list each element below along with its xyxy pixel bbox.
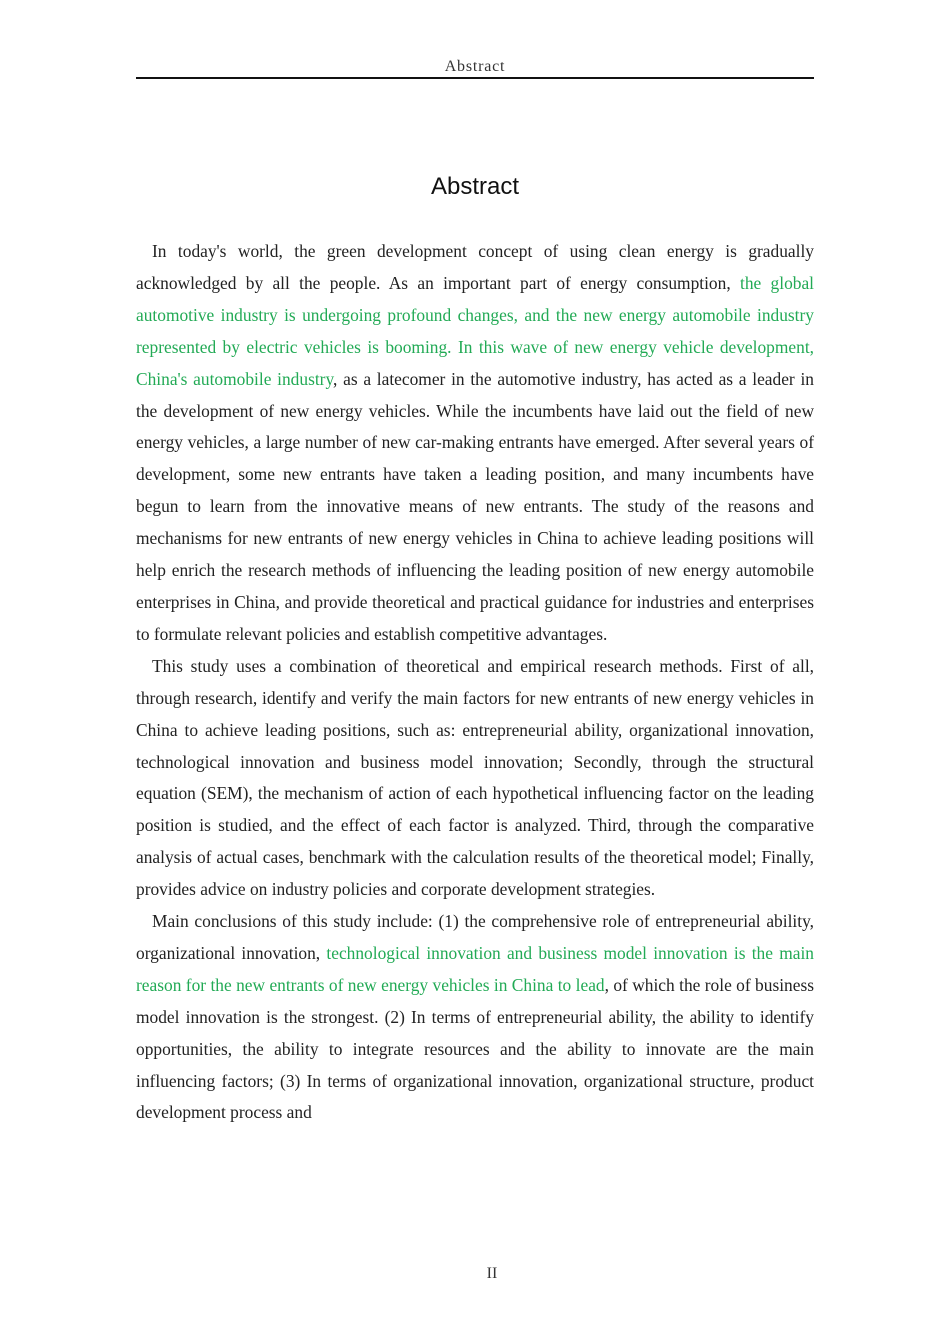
- paragraph-3: [136, 906, 814, 1129]
- text-run: In today's world, the green development concept of using clean energy is gradually acknowledged by all the people. As an important part of energy consumption,: [136, 241, 814, 293]
- text-run: This study uses a combination of theoretical and empirical research methods. First of all, through research, identify and verify the main factors for new entrants of new energy vehicles in China to achieve leading positions, such as: entrepreneurial ability, organizational innovation, technological innovation and business model innovation; Secondly, through the structural equation (SEM), the mechanism of action of each hypothetical influencing factor on the leading position is studied, and the effect of each factor is analyzed. Third, through the comparative analysis of actual cases, benchmark with the calculation results of the theoretical model; Finally, provides advice on industry policies and corporate development strategies.: [136, 655, 814, 900]
- running-header: Abstract: [444, 58, 506, 75]
- highlighted-text: the global automotive industry is undergoing profound changes, and the new energy automobile industry represented by electric vehicles is booming. In this wave of new energy vehicle development, China's automobile industry: [136, 272, 815, 389]
- text-run: , as a latecomer in the automotive industry, has acted as a leader in the development of new energy vehicles. While the incumbents have laid out the field of new energy vehicles, a large number of new car-making entrants have emerged. After several years of development, some new entrants have taken a leading position, and many incumbents have begun to learn from the innovative means of new entrants. The study of the reasons and mechanisms for new entrants of new energy vehicles in China to achieve leading positions will help enrich the research methods of influencing the leading position of new energy automobile enterprises in China, and provide theoretical and practical guidance for industries and enterprises to formulate relevant policies and establish competitive advantages.: [136, 368, 814, 644]
- text-run: , of which the role of business model innovation is the strongest. (2) In terms of entrepreneurial ability, the ability to identify opportunities, the ability to integrate resources and the ability to innovate are the main influencing factors; (3) In terms of organizational innovation, organizational structure, product development process and: [136, 974, 814, 1123]
- paragraph-1: [136, 236, 814, 651]
- page-title: Abstract: [430, 173, 520, 200]
- abstract-body: [136, 236, 814, 1129]
- text-run: Main conclusions of this study include: (1) the comprehensive role of entrepreneurial ability, organizational innovation,: [136, 911, 814, 963]
- page-number: II: [486, 1265, 498, 1282]
- header-rule: [136, 77, 814, 79]
- paragraph-2: [136, 651, 814, 906]
- highlighted-text: technological innovation and business model innovation is the main reason for the new entrants of new energy vehicles in China to lead: [136, 942, 814, 995]
